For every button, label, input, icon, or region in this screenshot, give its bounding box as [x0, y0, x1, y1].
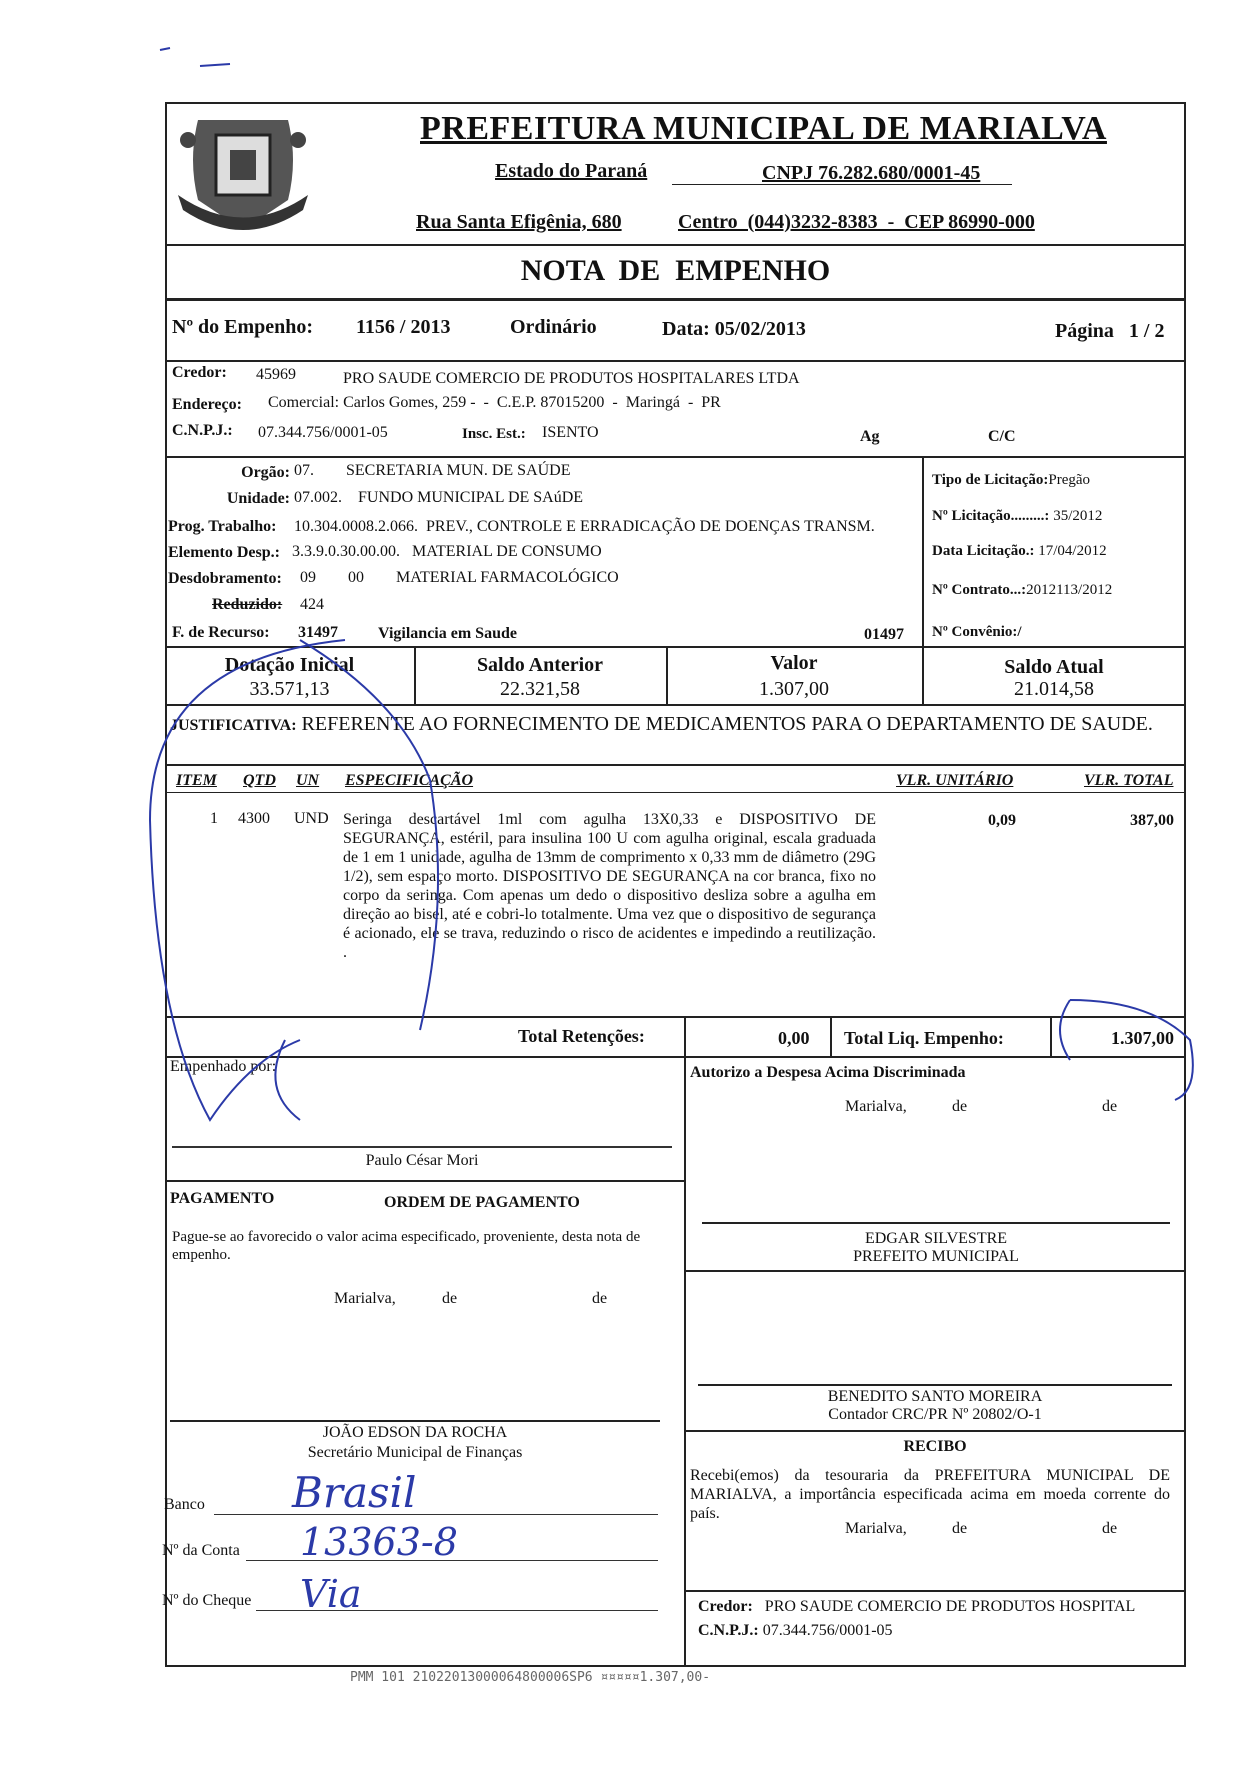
recibo-de2: de — [1102, 1520, 1118, 1537]
col-unit: VLR. UNITÁRIO — [896, 772, 1014, 789]
cnpj-credor-label: C.N.P.J.: — [172, 422, 233, 439]
pagamento-place: Marialva, — [334, 1290, 396, 1307]
item-total: 387,00 — [1130, 812, 1174, 829]
pagamento-de1: de — [442, 1290, 458, 1307]
col-un: UN — [296, 772, 320, 789]
state-label: Estado do Paraná — [495, 160, 648, 182]
valor-value: 1.307,00 — [759, 678, 829, 700]
cnpj-credor-value: 07.344.756/0001-05 — [258, 424, 388, 441]
recibo-place: Marialva, — [845, 1520, 907, 1537]
saldo-atual-value: 21.014,58 — [1014, 678, 1094, 700]
autorizo-de2: de — [1102, 1098, 1118, 1115]
reduzido-label: Reduzido: — [212, 596, 283, 613]
accountant-title: Contador CRC/PR Nº 20802/O-1 — [828, 1406, 1042, 1423]
retencoes-label: Total Retenções: — [518, 1026, 645, 1046]
credor-code: 45969 — [256, 366, 296, 383]
autorizo-place: Marialva, — [845, 1098, 907, 1115]
cnpj-label: CNPJ 76.282.680/0001-45 — [762, 162, 981, 184]
endereco-value: Comercial: Carlos Gomes, 259 - - C.E.P. 87015200 - Maringá - PR — [268, 394, 721, 411]
footer-stamp: PMM 101 21022013000064800006SP6 ¤¤¤¤¤1.307,00- — [350, 1670, 711, 1685]
dotacao-label: Dotação Inicial — [224, 654, 355, 676]
page-title: PREFEITURA MUNICIPAL DE MARIALVA — [420, 110, 1107, 147]
item-espec: Seringa descartável 1ml com agulha 13X0,33 e DISPOSITIVO DE SEGURANÇA, estéril, para insulina 100 U com agulha original, escala graduada de 1 em 1 unidade, agulha de 13mm de comprimento x 0,33 mm de diâmetro (29G 1/2), sem espaço morto. DISPOSITIVO DE SEGURANÇA na cor branca, fixo no corpo da seringa. Com apenas um dedo o dispositivo desliza sobre a agulha em direção ao bisel, até e cobri-lo totalmente. Uma vez que o dispositivo de segurança é acionado, ele se trava, reduzindo o risco de acidentes e impedindo a reutilização. . — [343, 811, 876, 961]
reduzido-value: 424 — [300, 596, 324, 613]
unidade-label: Unidade: — [226, 490, 290, 507]
justificativa: JUSTIFICATIVA: REFERENTE AO FORNECIMENTO DE MEDICAMENTOS PARA O DEPARTAMENTO DE SAUDE. — [170, 713, 1153, 735]
empenhado-label: Empenhado por: — [170, 1058, 277, 1075]
recibo-de1: de — [952, 1520, 968, 1537]
pagamento-label: PAGAMENTO — [170, 1190, 275, 1207]
autorizo-de1: de — [952, 1098, 968, 1115]
retencoes-value: 0,00 — [778, 1028, 810, 1048]
item-qtd: 4300 — [238, 810, 270, 827]
pagamento-text: Pague-se ao favorecido o valor acima especificado, proveniente, desta nota de empenho. — [172, 1229, 641, 1263]
desdob-value: 09 00 MATERIAL FARMACOLÓGICO — [300, 569, 619, 586]
address-label: Rua Santa Efigênia, 680 — [416, 211, 622, 233]
desdob-label: Desdobramento: — [168, 570, 282, 587]
liquido-value: 1.307,00 — [1111, 1028, 1174, 1048]
saldo-atual-label: Saldo Atual — [1004, 656, 1104, 678]
endereco-label: Endereço: — [172, 396, 242, 413]
orgao-label: Orgão: — [241, 464, 290, 481]
empenho-type: Ordinário — [510, 316, 597, 338]
insc-value: ISENTO — [542, 424, 599, 441]
empenho-label: Nº do Empenho: — [172, 316, 314, 338]
licitacao-data: Data Licitação.: 17/04/2012 — [932, 543, 1107, 559]
ordem-label: ORDEM DE PAGAMENTO — [384, 1194, 580, 1211]
saldo-anterior-label: Saldo Anterior — [476, 654, 604, 676]
col-espec: ESPECIFICAÇÃO — [345, 772, 474, 789]
recibo-cnpj: C.N.P.J.: 07.344.756/0001-05 — [698, 1622, 893, 1639]
recurso-name: Vigilancia em Saude — [378, 625, 517, 642]
licitacao-convenio: Nº Convênio:/ — [932, 624, 1022, 640]
secretary-title: Secretário Municipal de Finanças — [307, 1444, 523, 1461]
recurso-label: F. de Recurso: — [172, 624, 270, 641]
recibo-credor: Credor: PRO SAUDE COMERCIO DE PRODUTOS HOSPITAL — [698, 1598, 1136, 1615]
prog-value: 10.304.0008.2.066. PREV., CONTROLE E ERRADICAÇÃO DE DOENÇAS TRANSM. — [294, 518, 875, 535]
orgao-value: 07. SECRETARIA MUN. DE SAÚDE — [294, 462, 571, 479]
document-title: NOTA DE EMPENHO — [520, 254, 831, 287]
page-number: Página 1 / 2 — [1055, 320, 1165, 342]
licitacao-tipo: Tipo de Licitação:Pregão — [932, 472, 1091, 488]
conta-handwritten: 13363-8 — [300, 1520, 458, 1564]
item-number: 1 — [210, 810, 218, 827]
mayor-name: EDGAR SILVESTRE — [864, 1230, 1008, 1247]
banco-label: Banco — [164, 1496, 205, 1513]
saldo-anterior-value: 22.321,58 — [500, 678, 580, 700]
empenhado-name: Paulo César Mori — [365, 1152, 479, 1169]
empenho-date: Data: 05/02/2013 — [662, 318, 806, 340]
col-total: VLR. TOTAL — [1084, 772, 1174, 789]
unidade-value: 07.002. FUNDO MUNICIPAL DE SAúDE — [294, 489, 584, 506]
prog-label: Prog. Trabalho: — [168, 518, 277, 535]
credor-label: Credor: — [172, 364, 227, 381]
cc-label: C/C — [988, 428, 1016, 445]
credor-name: PRO SAUDE COMERCIO DE PRODUTOS HOSPITALARES LTDA — [343, 370, 800, 387]
dotacao-value: 33.571,13 — [249, 678, 330, 700]
cheque-handwritten: Via — [300, 1572, 362, 1616]
accountant-name: BENEDITO SANTO MOREIRA — [827, 1388, 1043, 1405]
secretary-name: JOÃO EDSON DA ROCHA — [322, 1424, 508, 1441]
insc-label: Insc. Est.: — [462, 426, 526, 442]
col-qtd: QTD — [243, 772, 276, 789]
col-item: ITEM — [176, 772, 217, 789]
contact-label: Centro (044)3232-8383 - CEP 86990-000 — [678, 211, 1035, 233]
ag-label: Ag — [860, 428, 880, 445]
mayor-title: PREFEITO MUNICIPAL — [853, 1248, 1019, 1265]
recibo-text: Recebi(emos) da tesouraria da PREFEITURA MUNICIPAL DE MARIALVA, a importância especificada acima em moeda corrente do país. — [690, 1467, 1170, 1522]
pagamento-de2: de — [592, 1290, 608, 1307]
recibo-label: RECIBO — [903, 1438, 967, 1455]
cheque-label: Nº do Cheque — [162, 1592, 252, 1609]
conta-label: Nº da Conta — [162, 1542, 240, 1559]
valor-label: Valor — [770, 652, 818, 674]
banco-handwritten: Brasil — [292, 1468, 417, 1517]
elemento-label: Elemento Desp.: — [168, 544, 280, 561]
item-un: UND — [294, 810, 329, 827]
recurso-code: 31497 — [298, 624, 338, 641]
licitacao-numero: Nº Licitação.........: 35/2012 — [932, 508, 1103, 524]
recurso-extra: 01497 — [864, 626, 904, 643]
licitacao-contrato: Nº Contrato...:2012113/2012 — [932, 582, 1113, 598]
elemento-value: 3.3.9.0.30.00.00. MATERIAL DE CONSUMO — [292, 543, 602, 560]
liquido-label: Total Liq. Empenho: — [844, 1028, 1004, 1048]
empenho-number: 1156 / 2013 — [356, 316, 451, 338]
item-unit: 0,09 — [988, 812, 1016, 829]
autorizo-label: Autorizo a Despesa Acima Discriminada — [690, 1064, 966, 1081]
